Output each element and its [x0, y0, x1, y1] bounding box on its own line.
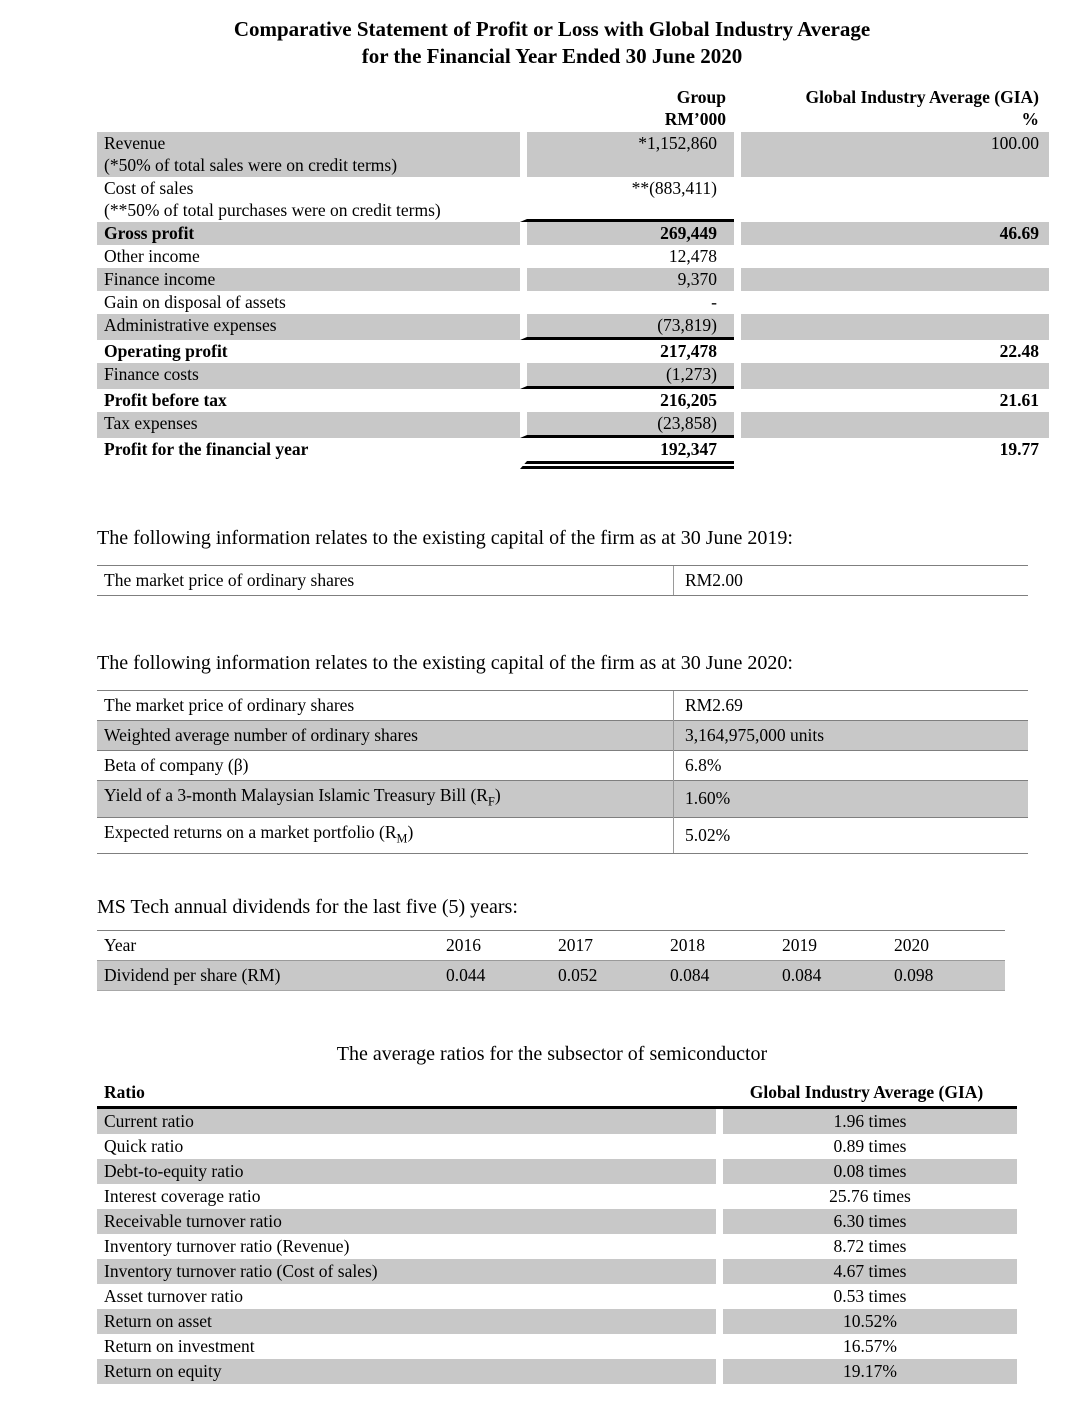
title-line-1: Comparative Statement of Profit or Loss with Global Industry Average	[233, 17, 871, 41]
table-row-return-on-equity	[97, 1359, 1017, 1384]
cell-group-value: (73,819)	[520, 314, 734, 340]
cell-value: 16.57%	[716, 1334, 1017, 1359]
cell-label: Debt-to-equity ratio	[97, 1159, 716, 1184]
table-row-return-on-asset	[97, 1309, 1017, 1334]
cell-group-value: (1,273)	[520, 363, 734, 389]
table-row-market-portfolio-return	[97, 817, 1028, 854]
cell-label: Gain on disposal of assets	[104, 292, 286, 312]
cell-dividend-value: 0.084	[669, 961, 781, 991]
cell-gia-value: 46.69	[734, 222, 1049, 245]
capital-2019-table	[97, 565, 1028, 596]
dividends-table	[97, 930, 1005, 991]
cell-value: 6.30 times	[716, 1209, 1017, 1234]
header-ratio: Ratio	[97, 1079, 716, 1109]
cell-label: The market price of ordinary shares	[97, 691, 674, 721]
table-row-gain-on-disposal	[97, 291, 1049, 314]
title-line-2: for the Financial Year Ended 30 June 2020	[361, 44, 743, 68]
cell-value: 6.8%	[674, 751, 1029, 781]
cell-label: Profit before tax	[104, 390, 227, 410]
cell-value: 0.08 times	[716, 1159, 1017, 1184]
document-page	[97, 0, 1039, 1384]
table-row-market-price-2020	[97, 691, 1028, 721]
cell-label: Cost of sales (**50% of total purchases were on credit terms)	[97, 177, 520, 222]
cell-label: Interest coverage ratio	[104, 1186, 261, 1206]
table-row-other-income	[97, 245, 1049, 268]
cell-label: Administrative expenses	[97, 314, 520, 340]
profit-loss-table	[97, 86, 1049, 469]
cell-gia-value: 22.48	[734, 340, 1049, 363]
header-gia-column	[734, 86, 1049, 132]
cell-group-value: (23,858)	[520, 412, 734, 438]
cell-group-value: **(883,411)	[520, 177, 734, 222]
ratios-table	[97, 1079, 1017, 1384]
cell-label: Weighted average number of ordinary shares	[97, 721, 674, 751]
table-row-market-price-2019	[97, 566, 1028, 596]
cell-label: Inventory turnover ratio (Revenue)	[104, 1236, 350, 1256]
table-row-debt-to-equity	[97, 1159, 1017, 1184]
cell-label: The market price of ordinary shares	[97, 566, 674, 596]
table-row-cost-of-sales	[97, 177, 1049, 222]
header-empty	[97, 86, 520, 132]
cell-dividend-value: 0.098	[893, 961, 1005, 991]
cell-label: Finance income	[97, 268, 520, 291]
cell-label: Yield of a 3-month Malaysian Islamic Treasury Bill $(R_F)$	[97, 781, 674, 818]
cell-group-value: 12,478	[520, 245, 734, 268]
cell-label: Current ratio	[97, 1109, 716, 1134]
table-row-finance-income	[97, 268, 1049, 291]
cell-label: Operating profit	[104, 341, 228, 361]
cell-dividend-value: 0.084	[781, 961, 893, 991]
cell-group-value: 192,347	[520, 438, 734, 469]
table-row-profit-for-year	[97, 438, 1049, 469]
header-group-label: Group	[676, 87, 726, 107]
table-row-inventory-turnover-revenue	[97, 1234, 1017, 1259]
cell-note: (**50% of total purchases were on credit terms)	[104, 200, 441, 220]
cell-value: 5.02%	[674, 817, 1029, 854]
cell-gia-value: 19.77	[734, 438, 1049, 469]
cell-gia-value	[734, 245, 1049, 268]
cell-label: Profit for the financial year	[104, 439, 309, 459]
dividends-heading: MS Tech annual dividends for the last five (5) years:	[97, 896, 518, 918]
header-gia-label: Global Industry Average (GIA)	[805, 87, 1039, 107]
cell-dividend-value: 0.052	[557, 961, 669, 991]
cell-gia-value	[734, 363, 1049, 389]
table-row-weighted-average-shares	[97, 721, 1028, 751]
cell-gia-value: 21.61	[734, 389, 1049, 412]
cell-label: Beta of company (β)	[97, 751, 674, 781]
cell-label: Tax expenses	[97, 412, 520, 438]
table-header-row	[97, 1079, 1017, 1109]
cell-group-value: 216,205	[520, 389, 734, 412]
table-row-interest-coverage	[97, 1184, 1017, 1209]
table-row-treasury-bill-yield	[97, 781, 1028, 818]
table-row-return-on-investment	[97, 1334, 1017, 1359]
table-row-quick-ratio	[97, 1134, 1017, 1159]
capital-2019-heading: The following information relates to the existing capital of the firm as at 30 June 2019:	[97, 527, 793, 549]
capital-2020-table	[97, 690, 1028, 854]
header-gia-unit: %	[1021, 109, 1039, 129]
cell-year: 2019	[781, 931, 893, 961]
cell-value: 0.89 times	[716, 1134, 1017, 1159]
cell-label: Return on equity	[97, 1359, 716, 1384]
table-row-revenue	[97, 132, 1049, 177]
cell-value: RM2.69	[674, 691, 1029, 721]
cell-value: 25.76 times	[716, 1184, 1017, 1209]
table-row-operating-profit	[97, 340, 1049, 363]
cell-value: 1.60%	[674, 781, 1029, 818]
cell-gia-value	[734, 412, 1049, 438]
cell-gia-value	[734, 268, 1049, 291]
header-group-column	[520, 86, 734, 132]
cell-label: Receivable turnover ratio	[97, 1209, 716, 1234]
table-header-row	[97, 86, 1049, 132]
cell-year: 2017	[557, 931, 669, 961]
table-row-gross-profit	[97, 222, 1049, 245]
cell-gia-value: 100.00	[734, 132, 1049, 177]
cell-label: Gross profit	[97, 222, 520, 245]
cell-group-value: 217,478	[520, 340, 734, 363]
table-row-current-ratio	[97, 1109, 1017, 1134]
cell-value: 10.52%	[716, 1309, 1017, 1334]
table-row-years	[97, 931, 1005, 961]
cell-value: 1.96 times	[716, 1109, 1017, 1134]
cell-label: Asset turnover ratio	[104, 1286, 243, 1306]
capital-2020-heading: The following information relates to the existing capital of the firm as at 30 June 2020:	[97, 652, 793, 674]
table-row-beta	[97, 751, 1028, 781]
header-group-unit: RM’000	[664, 109, 726, 129]
cell-label: Other income	[104, 246, 200, 266]
table-row-receivable-turnover	[97, 1209, 1017, 1234]
cell-label: Return on asset	[97, 1309, 716, 1334]
cell-note: (*50% of total sales were on credit terms)	[104, 155, 398, 175]
table-row-inventory-turnover-cost	[97, 1259, 1017, 1284]
cell-group-value: *1,152,860	[520, 132, 734, 177]
cell-year: 2020	[893, 931, 1005, 961]
table-row-administrative-expenses	[97, 314, 1049, 340]
cell-value: 4.67 times	[716, 1259, 1017, 1284]
header-gia: Global Industry Average (GIA)	[716, 1079, 1017, 1109]
cell-value: 3,164,975,000 units	[674, 721, 1029, 751]
ratios-heading: The average ratios for the subsector of semiconductor	[336, 1043, 768, 1065]
cell-value: 0.53 times	[716, 1284, 1017, 1309]
cell-label: Expected returns on a market portfolio $(R_M)$	[97, 817, 674, 854]
cell-value: 8.72 times	[716, 1234, 1017, 1259]
cell-value: 19.17%	[716, 1359, 1017, 1384]
table-row-profit-before-tax	[97, 389, 1049, 412]
cell-group-value: 269,449	[520, 222, 734, 245]
cell-year-label: Year	[97, 931, 445, 961]
cell-label: Inventory turnover ratio (Cost of sales)	[97, 1259, 716, 1284]
cell-label: Quick ratio	[104, 1136, 184, 1156]
table-row-dividend-per-share	[97, 961, 1005, 991]
cell-group-value: -	[520, 291, 734, 314]
cell-dividend-value: 0.044	[445, 961, 557, 991]
table-row-tax-expenses	[97, 412, 1049, 438]
cell-year: 2018	[669, 931, 781, 961]
cell-label: Revenue (*50% of total sales were on credit terms)	[97, 132, 520, 177]
cell-group-value: 9,370	[520, 268, 734, 291]
cell-gia-value	[734, 291, 1049, 314]
table-row-finance-costs	[97, 363, 1049, 389]
cell-gia-value	[734, 177, 1049, 222]
cell-label: Finance costs	[97, 363, 520, 389]
cell-gia-value	[734, 314, 1049, 340]
cell-label: Dividend per share (RM)	[97, 961, 445, 991]
cell-value: RM2.00	[674, 566, 1029, 596]
document-title	[97, 16, 1007, 70]
cell-label: Return on investment	[104, 1336, 255, 1356]
table-row-asset-turnover	[97, 1284, 1017, 1309]
cell-year: 2016	[445, 931, 557, 961]
